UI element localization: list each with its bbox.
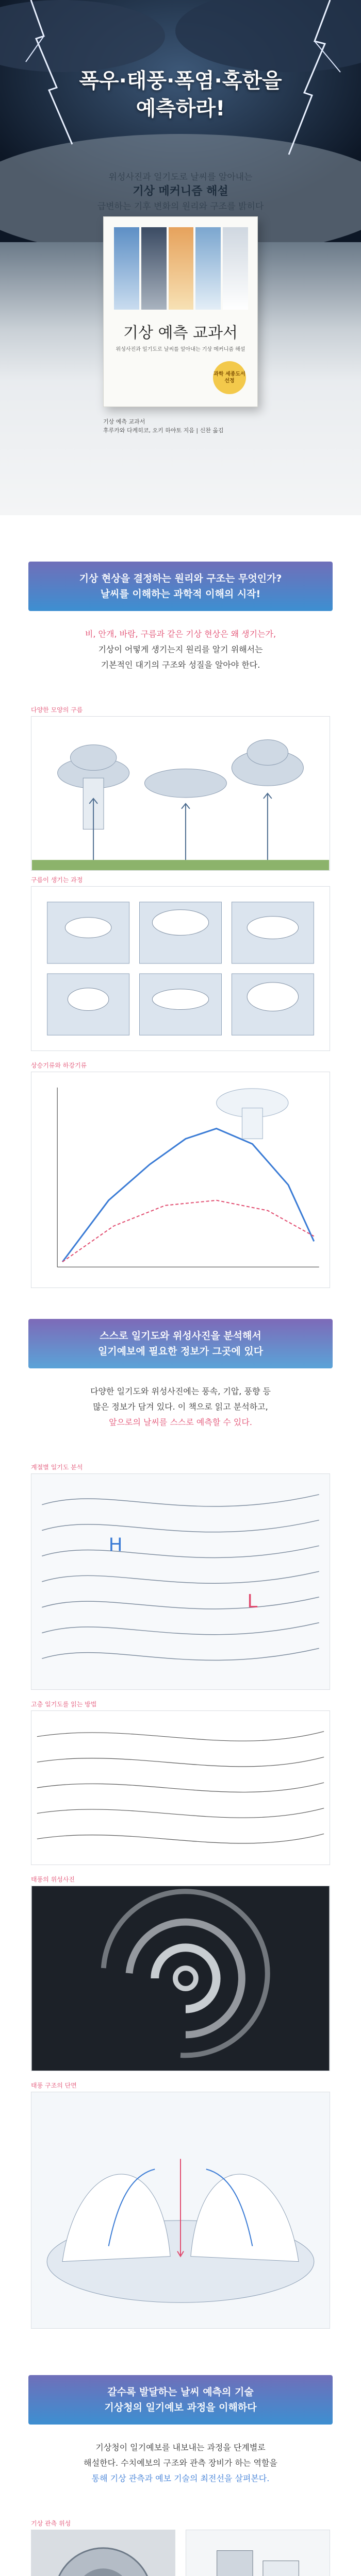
upper-air-chart xyxy=(31,1710,330,1865)
section-body-line3: 앞으로의 날씨를 스스로 예측할 수 있다. xyxy=(109,1417,252,1427)
caption-typhoon-structure: 태풍 구조의 단면 xyxy=(31,2082,77,2089)
book-title: 기상 예측 교과서 xyxy=(123,324,238,342)
section-body-line1: 다양한 일기도와 위성사진에는 풍속, 기압, 풍향 등 xyxy=(90,1386,271,1396)
section-header xyxy=(28,562,333,611)
section-header-line1: 기상 현상을 결정하는 원리와 구조는 무엇인가? xyxy=(79,573,282,584)
section-weather-maps xyxy=(0,1319,361,1430)
book-meta xyxy=(103,417,224,435)
seasonal-weather-map xyxy=(31,1473,330,1690)
section-header-line1: 갈수록 발달하는 날씨 예측의 기술 xyxy=(107,2386,254,2398)
section-body-line2: 기상이 어떻게 생기는지 원리를 알기 위해서는 xyxy=(98,645,263,654)
satellite-photo xyxy=(31,2530,175,2576)
hero-description xyxy=(0,170,361,214)
hero-title-line2: 예측하라! xyxy=(136,97,225,121)
updraft-graph xyxy=(31,1072,330,1288)
cloud-formation-diagram xyxy=(31,886,330,1051)
section-body-line1: 비, 안개, 바람, 구름과 같은 기상 현상은 왜 생기는가, xyxy=(85,629,276,639)
section-forecast xyxy=(0,2375,361,2486)
section-header-line2: 기상청의 일기예보 과정을 이해하다 xyxy=(104,2402,257,2413)
section-body xyxy=(36,626,325,673)
section-body-line2: 많은 정보가 담겨 있다. 이 책으로 읽고 분석하고, xyxy=(93,1402,268,1412)
book-cover xyxy=(103,216,258,407)
hero-title-line1: 폭우·태풍·폭염·혹한을 xyxy=(79,69,282,93)
svg-text:L: L xyxy=(247,1590,258,1612)
section-header-line2: 일기예보에 필요한 정보가 그곳에 있다 xyxy=(97,1346,264,1357)
svg-text:H: H xyxy=(108,1534,123,1556)
caption-satellite: 기상 관측 위성 xyxy=(31,2520,71,2527)
book-subtitle: 위성사진과 일기도로 날씨를 알아내는 기상 메커니즘 해설 xyxy=(116,347,245,352)
hero-desc-line1: 위성사진과 일기도로 날씨를 알아내는 xyxy=(108,172,253,182)
hero-title xyxy=(0,67,361,123)
section-body-line3: 기본적인 대기의 구조와 성질을 알아야 한다. xyxy=(101,660,260,670)
book-meta-title: 기상 예측 교과서 xyxy=(103,418,145,425)
hero-section xyxy=(0,0,361,515)
observation-equipment xyxy=(186,2530,330,2576)
section-body xyxy=(36,1384,325,1430)
caption-seasonal-map: 계절별 일기도 분석 xyxy=(31,1464,83,1471)
typhoon-structure-diagram xyxy=(31,2092,330,2329)
award-badge: 과학 세종도서 선정 xyxy=(213,361,246,394)
section-header-line1: 스스로 일기도와 위성사진을 분석해서 xyxy=(100,1330,261,1342)
section-header-line2: 날씨를 이해하는 과학적 이해의 시작! xyxy=(100,588,261,600)
caption-upper-air: 고층 일기도를 읽는 방법 xyxy=(31,1701,97,1708)
section-body xyxy=(36,2440,325,2486)
hero-desc-line3: 급변하는 기후 변화의 원리와 구조를 밝히다 xyxy=(97,201,264,212)
cloud-types-diagram xyxy=(31,716,330,871)
caption-typhoon-satellite: 태풍의 위성사진 xyxy=(31,1876,75,1883)
section-body-line1: 기상청이 일기예보를 내보내는 과정을 단계별로 xyxy=(95,2443,266,2452)
section-body-line3: 통해 기상 관측과 예보 기술의 최전선을 살펴본다. xyxy=(91,2473,270,2483)
typhoon-satellite-image xyxy=(31,1886,330,2071)
section-atmosphere xyxy=(0,562,361,673)
section-body-line2: 해설한다. 수치예보의 구조와 관측 장비가 하는 역할을 xyxy=(84,2458,277,2468)
section-header xyxy=(28,2375,333,2425)
caption-cloud-types: 다양한 모양의 구름 xyxy=(31,706,83,714)
caption-updraft: 상승기류와 하강기류 xyxy=(31,1062,87,1069)
book-cover-photos xyxy=(114,227,248,310)
hero-desc-strong: 기상 메커니즘 해설 xyxy=(133,185,228,198)
caption-cloud-formation: 구름이 생기는 과정 xyxy=(31,876,83,884)
book-meta-authors: 후루카와 다케히코, 오키 하야토 지음 | 신찬 옮김 xyxy=(103,427,224,434)
section-header xyxy=(28,1319,333,1368)
